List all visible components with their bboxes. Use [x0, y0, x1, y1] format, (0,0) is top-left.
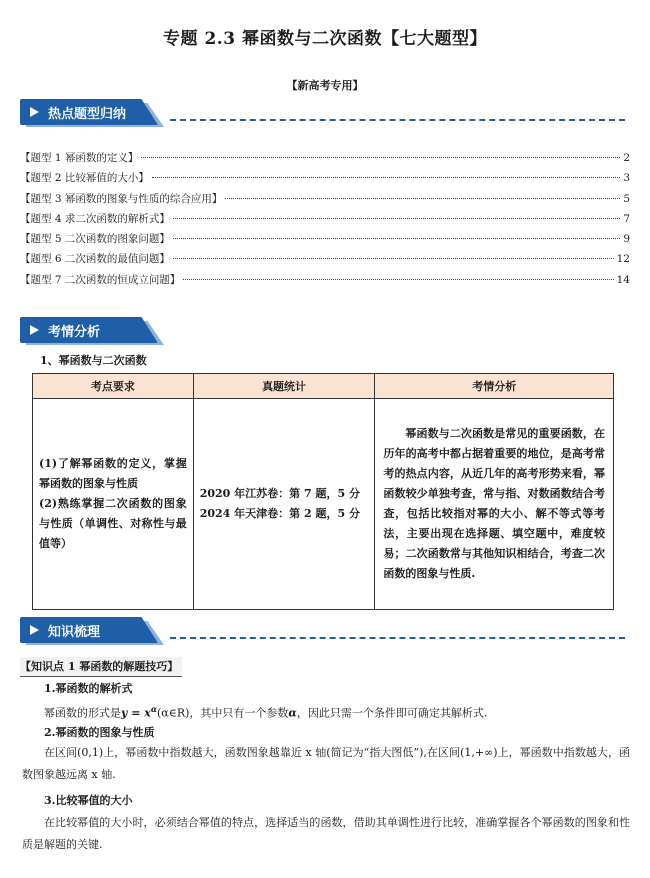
toc-item[interactable] [20, 191, 630, 211]
formula-parameter: α [288, 706, 297, 720]
exam-stats-cell [193, 399, 375, 610]
toc-leader [183, 279, 613, 280]
toc-page: 9 [623, 233, 630, 246]
toc-item[interactable] [20, 211, 630, 231]
play-arrow-icon [30, 107, 39, 117]
toc-item[interactable] [20, 231, 630, 251]
toc-item[interactable] [20, 170, 630, 190]
toc-leader [225, 198, 620, 199]
analysis-subheading: 1、幂函数与二次函数 [40, 354, 147, 367]
toc-label: 【题型 1 幂函数的定义】 [20, 152, 139, 164]
requirement-item: (2)熟练掌握二次函数的图象与性质（单调性、对称性与最值等） [39, 497, 187, 550]
analysis-summary-cell: 幂函数与二次函数是常见的重要函数，在历年的高考中都占据着重要的地位，是高考常考的热点内容，从近几年的高考形势来看，幂函数较少单独考查，常与指、对数函数结合考查，包括比较指对幂的大小、解不等式等考法，主要出现在选择题、填空题中，难度较易；二次函数常与其他知识相结合，考查二次函数的图象与性质. [375, 399, 614, 610]
toc-page: 3 [623, 172, 630, 185]
formula-exponent: α [150, 704, 157, 714]
toc-leader [141, 157, 620, 158]
play-arrow-icon [30, 325, 39, 335]
play-arrow-icon [30, 625, 39, 635]
toc-page: 5 [623, 192, 630, 205]
page-subtitle: 【新高考专用】 [286, 79, 364, 92]
section-title: 考情分析 [48, 325, 101, 340]
section-header-analysis [20, 317, 160, 343]
toc-page: 12 [616, 253, 630, 266]
knowledge-heading-3: 3.比较幂值的大小 [44, 794, 133, 807]
toc-label: 【题型 6 二次函数的最值问题】 [20, 253, 170, 266]
knowledge-heading-1: 1.幂函数的解析式 [44, 682, 133, 695]
section-header-knowledge [20, 617, 630, 643]
exam-item: 2024 年天津卷：第 2 题，5 分 [199, 507, 360, 520]
section-title: 热点题型归纳 [48, 107, 127, 122]
dashed-divider [170, 637, 625, 639]
text-fragment: (α∈R)，其中只有一个参数 [156, 706, 289, 720]
table-header-row [33, 374, 614, 399]
analysis-table [32, 373, 614, 610]
toc-label: 【题型 4 求二次函数的解析式】 [20, 212, 170, 225]
toc-leader [173, 218, 620, 219]
toc-label: 【题型 2 比较幂值的大小】 [20, 172, 149, 185]
toc-page: 7 [623, 212, 630, 225]
section-header-hot-topics [20, 99, 630, 125]
dashed-divider [170, 119, 625, 121]
text-fragment: 幂函数的形式是 [44, 706, 121, 720]
toc-item[interactable] [20, 150, 630, 170]
section-title: 知识梳理 [48, 625, 101, 640]
formula: y = x [121, 706, 151, 720]
toc-label: 【题型 5 二次函数的图象问题】 [20, 233, 170, 246]
knowledge-paragraph-3: 在比较幂值的大小时，必须结合幂值的特点，选择适当的函数，借助其单调性进行比较，准确掌握各个幂函数的图象和性质是解题的关键. [22, 816, 630, 851]
toc-page: 14 [616, 273, 630, 286]
toc-item[interactable] [20, 251, 630, 271]
requirement-item: (1)了解幂函数的定义，掌握幂函数的图象与性质 [39, 457, 187, 490]
toc-leader [152, 177, 620, 178]
column-header: 真题统计 [193, 374, 375, 399]
exam-item: 2020 年江苏卷：第 7 题，5 分 [199, 487, 360, 500]
toc-leader [173, 258, 614, 259]
table-row [33, 399, 614, 610]
toc-page: 2 [623, 152, 630, 164]
toc-leader [173, 238, 620, 239]
page-title: 专题 2.3 幂函数与二次函数【七大题型】 [163, 29, 487, 49]
text-fragment: ，因此只需一个条件即可确定其解析式. [296, 706, 488, 720]
knowledge-heading-2: 2.幂函数的图象与性质 [44, 726, 155, 739]
toc-label: 【题型 3 幂函数的图象与性质的综合应用】 [20, 192, 223, 205]
column-header: 考情分析 [375, 374, 614, 399]
knowledge-paragraph-2: 在区间(0,1)上，幂函数中指数越大，函数图象越靠近 x 轴(简记为“指大图低”),在区间(1,+∞)上，幂函数中指数越大，函数图象越远离 x 轴. [22, 746, 630, 781]
knowledge-point-title: 【知识点 1 幂函数的解题技巧】 [20, 657, 182, 677]
toc-label: 【题型 7 二次函数的恒成立问题】 [20, 273, 181, 286]
requirements-cell [33, 399, 194, 610]
knowledge-paragraph-1 [22, 698, 630, 725]
column-header: 考点要求 [33, 374, 194, 399]
table-of-contents [20, 150, 630, 292]
toc-item[interactable] [20, 272, 630, 292]
